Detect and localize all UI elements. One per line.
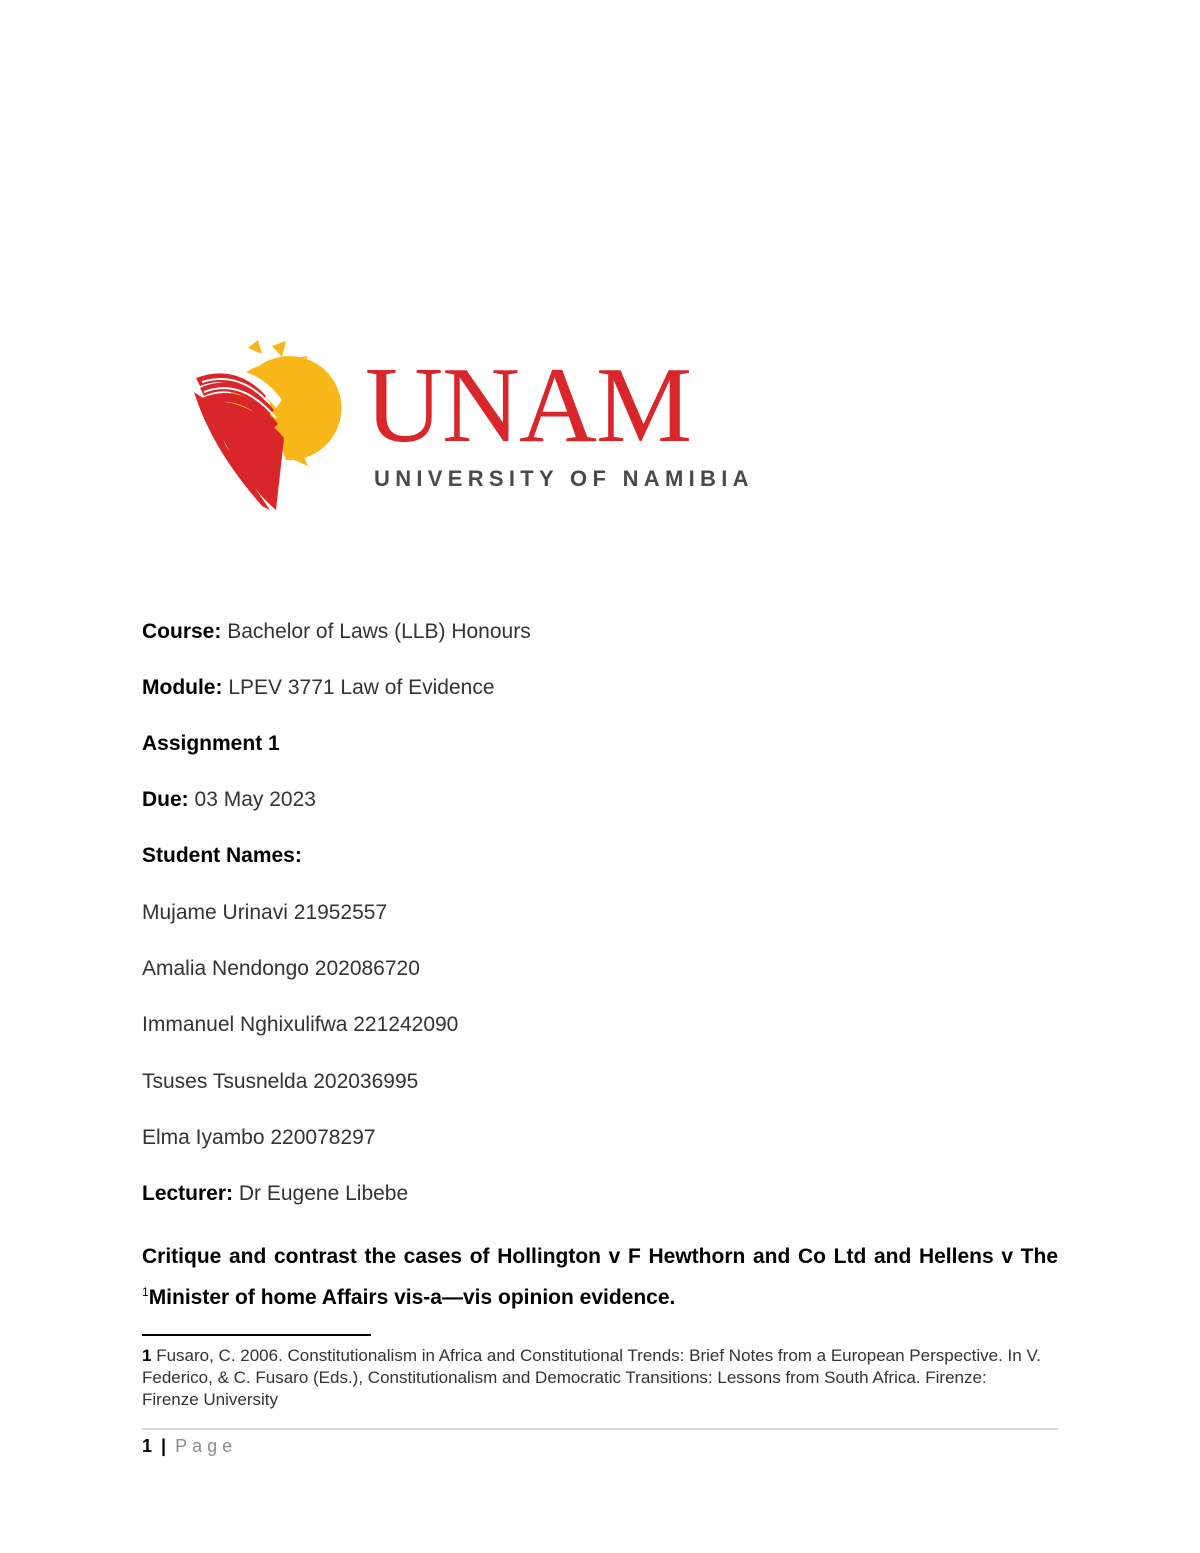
page-number: 1 — [142, 1436, 153, 1456]
university-logo — [190, 338, 754, 510]
module-value: LPEV 3771 Law of Evidence — [228, 676, 495, 699]
page-footer — [142, 1434, 237, 1458]
due-value: 03 May 2023 — [194, 788, 316, 811]
page-label: Page — [175, 1436, 238, 1456]
student-name: Immanuel Nghixulifwa 221242090 — [142, 1013, 459, 1036]
footnote-number: 1 — [142, 1346, 152, 1365]
footnote — [142, 1345, 1042, 1411]
student-names-heading: Student Names: — [142, 844, 302, 867]
assignment-title: Assignment 1 — [142, 732, 280, 755]
course-value: Bachelor of Laws (LLB) Honours — [227, 620, 531, 643]
logo-wordmark: UNAM — [365, 346, 692, 465]
course-label: Course: — [142, 620, 222, 643]
footnote-text: Fusaro, C. 2006. Constitutionalism in Africa and Constitutional Trends: Brief Notes from a European Perspective. In V. Federico, & C. Fusaro (Eds.), Constitutionalism and Democratic Transitions: Lessons from South Africa. Firenze: Firenze University — [142, 1346, 1041, 1409]
student-name: Amalia Nendongo 202086720 — [142, 957, 420, 980]
module-line — [142, 675, 495, 701]
sun-book-emblem-icon — [190, 338, 350, 510]
footnote-separator — [142, 1334, 371, 1336]
lecturer-value: Dr Eugene Libebe — [238, 1182, 409, 1205]
student-name: Tsuses Tsusnelda 202036995 — [142, 1070, 419, 1093]
footnote-reference[interactable]: 1 — [142, 1285, 149, 1299]
due-label: Due: — [142, 788, 189, 811]
page-separator: | — [161, 1436, 167, 1456]
question-text-part1: Critique and contrast the cases of Hollington v F Hewthorn and Co Ltd and Hellens v The — [142, 1245, 1058, 1268]
lecturer-line — [142, 1181, 408, 1207]
footer-divider — [142, 1428, 1058, 1430]
student-name: Elma Iyambo 220078297 — [142, 1126, 376, 1149]
logo-subtitle: UNIVERSITY OF NAMIBIA — [374, 466, 754, 491]
question-text-part2: Minister of home Affairs vis-a—vis opinion evidence. — [148, 1286, 676, 1309]
lecturer-label: Lecturer: — [142, 1182, 234, 1205]
module-label: Module: — [142, 676, 223, 699]
due-line — [142, 787, 316, 813]
assignment-question — [142, 1236, 1058, 1318]
course-line — [142, 619, 531, 645]
student-name: Mujame Urinavi 21952557 — [142, 901, 388, 924]
